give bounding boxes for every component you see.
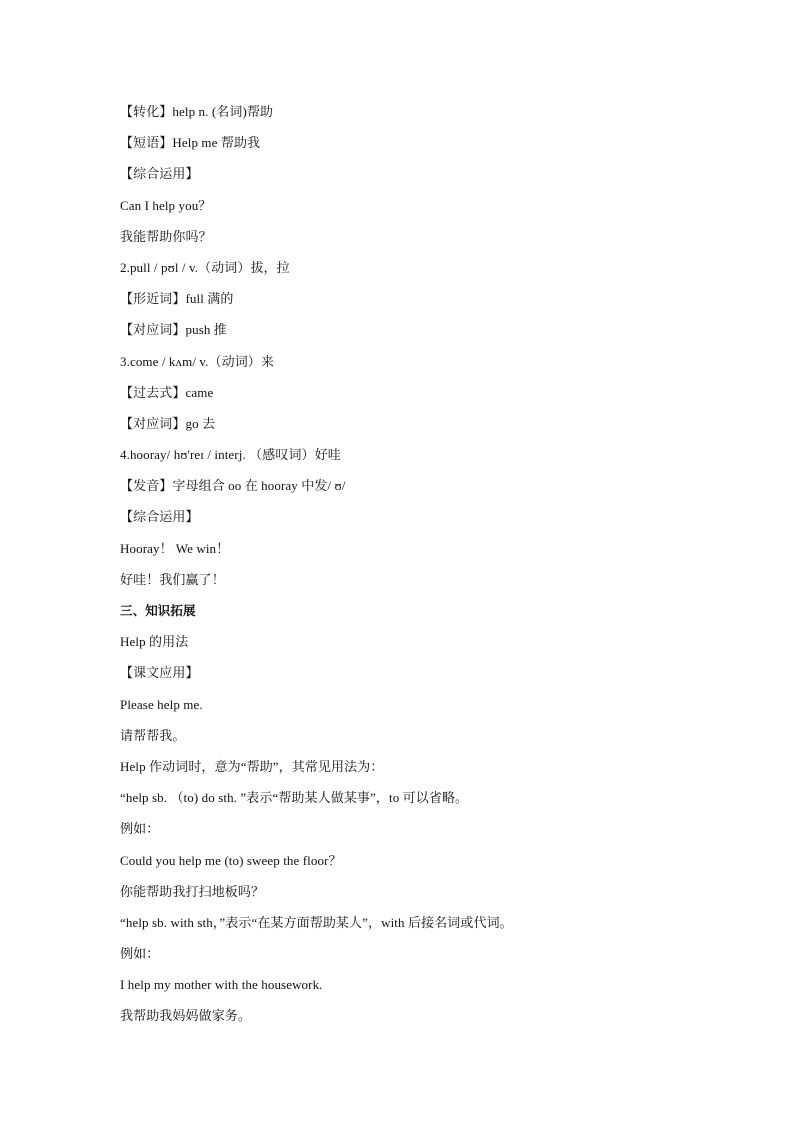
text-line: Can I help you？ (120, 197, 212, 213)
text-line: 例如： (120, 821, 160, 837)
text-line: 【发音】字母组合 oo 在 hooray 中发/ ʊ/ (120, 478, 346, 494)
section-heading: 三、知识拓展 (120, 603, 196, 618)
text-line: 【课文应用】 (120, 665, 199, 681)
text-line: Could you help me (to) sweep the floor？ (120, 852, 342, 868)
text-line: 【对应词】go 去 (120, 415, 216, 431)
text-line: 【过去式】came (120, 384, 214, 400)
text-line: Help 作动词时，意为“帮助”，其常见用法为： (120, 758, 384, 774)
text-line: 【综合运用】 (120, 509, 199, 525)
text-line: 3.come / kʌm/ v.（动词）来 (120, 353, 274, 369)
text-line: 你能帮助我打扫地板吗？ (120, 883, 265, 899)
text-line: 例如： (120, 946, 160, 962)
text-line: 我能帮助你吗？ (120, 228, 212, 244)
text-line: “help sb. （to) do sth. ”表示“帮助某人做某事”，to 可以省略。 (120, 790, 469, 806)
text-line: 请帮帮我。 (120, 727, 186, 743)
document-body (120, 101, 720, 1037)
text-line: Please help me. (120, 696, 203, 712)
text-line: 2.pull / pʊl / v.（动词）拔，拉 (120, 259, 290, 275)
text-line: I help my mother with the housework. (120, 977, 323, 993)
text-line: 【综合运用】 (120, 166, 199, 182)
text-line: Help 的用法 (120, 634, 189, 650)
text-line: Hooray！ We win！ (120, 540, 230, 556)
text-line: 我帮助我妈妈做家务。 (120, 1008, 252, 1024)
text-line: 【形近词】full 满的 (120, 291, 234, 307)
text-line: 【转化】help n. (名词)帮助 (120, 104, 274, 119)
text-line: 【短语】Help me 帮助我 (120, 135, 261, 151)
text-line: 好哇！我们赢了！ (120, 571, 225, 587)
text-line: 【对应词】push 推 (120, 322, 227, 338)
text-line: “help sb. with sth，”表示“在某方面帮助某人”，with 后接名词或代词。 (120, 914, 513, 930)
text-line: 4.hooray/ hʊ'reɪ / interj. （感叹词）好哇 (120, 447, 341, 463)
